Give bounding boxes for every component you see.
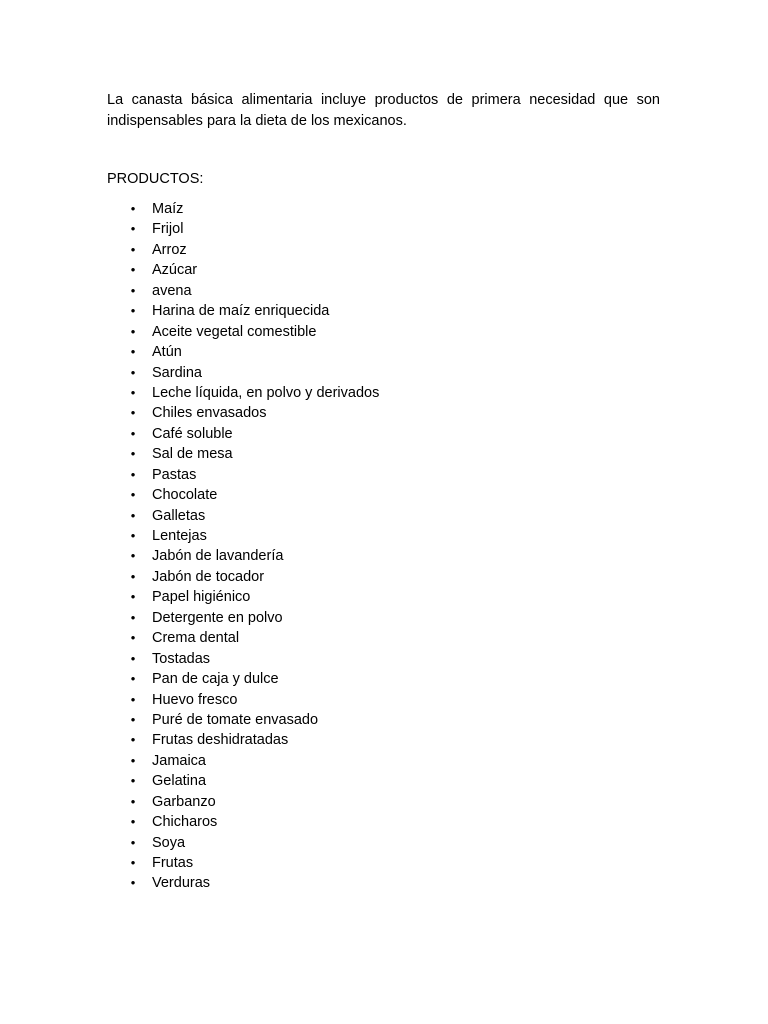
bullet-icon: • [130, 241, 136, 257]
list-item [0, 546, 379, 566]
list-item [0, 587, 379, 607]
product-label: Aceite vegetal comestible [152, 323, 317, 340]
bullet-icon: • [130, 262, 136, 278]
list-item [0, 628, 379, 648]
bullet-icon: • [130, 344, 136, 360]
list-item [0, 424, 379, 444]
list-item [0, 322, 379, 342]
bullet-icon: • [130, 568, 136, 584]
product-label: Frijol [152, 221, 184, 238]
list-item [0, 342, 379, 362]
bullet-icon: • [130, 323, 136, 339]
product-label: Chocolate [152, 487, 218, 504]
list-item [0, 771, 379, 791]
product-label: Sardina [152, 364, 202, 381]
bullet-icon: • [130, 875, 136, 891]
product-label: Jabón de tocador [152, 568, 265, 585]
list-item [0, 199, 379, 219]
product-label: Detergente en polvo [152, 609, 283, 626]
bullet-icon: • [130, 282, 136, 298]
bullet-icon: • [130, 793, 136, 809]
product-label: avena [152, 282, 192, 299]
list-item [0, 363, 379, 383]
list-item [0, 853, 379, 873]
bullet-icon: • [130, 814, 136, 830]
product-label: Jamaica [152, 752, 206, 769]
product-label: Leche líquida, en polvo y derivados [152, 384, 380, 401]
list-item [0, 833, 379, 853]
product-label: Chicharos [152, 814, 218, 831]
list-item [0, 526, 379, 546]
bullet-icon: • [130, 487, 136, 503]
product-label: Azúcar [152, 262, 198, 279]
product-label: Café soluble [152, 425, 233, 442]
product-label: Harina de maíz enriquecida [152, 303, 330, 320]
list-item [0, 649, 379, 669]
bullet-icon: • [130, 671, 136, 687]
list-item [0, 669, 379, 689]
product-label: Gelatina [152, 773, 207, 790]
list-item [0, 873, 379, 893]
product-label: Frutas [152, 855, 194, 871]
product-label: Papel higiénico [152, 589, 251, 606]
list-item [0, 506, 379, 526]
list-item [0, 219, 379, 239]
list-item [0, 281, 379, 301]
product-label: Soya [152, 834, 186, 851]
list-item [0, 403, 379, 423]
bullet-icon: • [130, 548, 136, 564]
bullet-icon: • [130, 507, 136, 523]
product-label: Arroz [152, 241, 187, 258]
list-item [0, 812, 379, 832]
bullet-icon: • [130, 711, 136, 727]
bullet-icon: • [130, 855, 136, 870]
bullet-icon: • [130, 773, 136, 789]
product-label: Tostadas [152, 650, 211, 667]
product-label: Atún [152, 344, 182, 361]
product-label: Jabón de lavandería [152, 548, 284, 565]
products-heading: PRODUCTOS: [107, 171, 204, 187]
list-item [0, 485, 379, 505]
bullet-icon: • [130, 405, 136, 421]
list-item [0, 383, 379, 403]
intro-paragraph: La canasta básica alimentaria incluye productos de primera necesidad que son indispensables para la dieta de los mexicanos. [107, 92, 660, 129]
list-item [0, 730, 379, 750]
bullet-icon: • [130, 609, 136, 625]
product-label: Verduras [152, 875, 211, 892]
bullet-icon: • [130, 528, 136, 543]
bullet-icon: • [130, 425, 136, 441]
product-label: Crema dental [152, 630, 240, 647]
list-item [0, 240, 379, 260]
bullet-icon: • [130, 221, 136, 237]
bullet-icon: • [130, 589, 136, 605]
product-label: Frutas deshidratadas [152, 732, 289, 749]
product-label: Huevo fresco [152, 691, 238, 708]
bullet-icon: • [130, 303, 136, 319]
list-item [0, 301, 379, 321]
list-item [0, 710, 379, 730]
list-item [0, 751, 379, 771]
bullet-icon: • [130, 630, 136, 646]
list-item [0, 465, 379, 485]
product-label: Lentejas [152, 528, 207, 544]
bullet-icon: • [130, 650, 136, 666]
list-item [0, 792, 379, 812]
product-label: Puré de tomate envasado [152, 711, 319, 728]
product-label: Maíz [152, 201, 184, 217]
bullet-icon: • [130, 691, 136, 707]
bullet-icon: • [130, 201, 136, 216]
bullet-icon: • [130, 364, 136, 380]
list-item [0, 690, 379, 710]
product-label: Garbanzo [152, 793, 216, 810]
bullet-icon: • [130, 466, 136, 482]
product-label: Pastas [152, 466, 197, 483]
product-label: Pan de caja y dulce [152, 671, 279, 688]
list-item [0, 260, 379, 280]
bullet-icon: • [130, 446, 136, 462]
bullet-icon: • [130, 732, 136, 748]
product-label: Chiles envasados [152, 405, 267, 422]
list-item [0, 608, 379, 628]
product-list [0, 199, 379, 894]
product-label: Sal de mesa [152, 446, 233, 463]
bullet-icon: • [130, 834, 136, 850]
bullet-icon: • [130, 752, 136, 768]
bullet-icon: • [130, 384, 136, 400]
list-item [0, 567, 379, 587]
product-label: Galletas [152, 507, 206, 524]
list-item [0, 444, 379, 464]
